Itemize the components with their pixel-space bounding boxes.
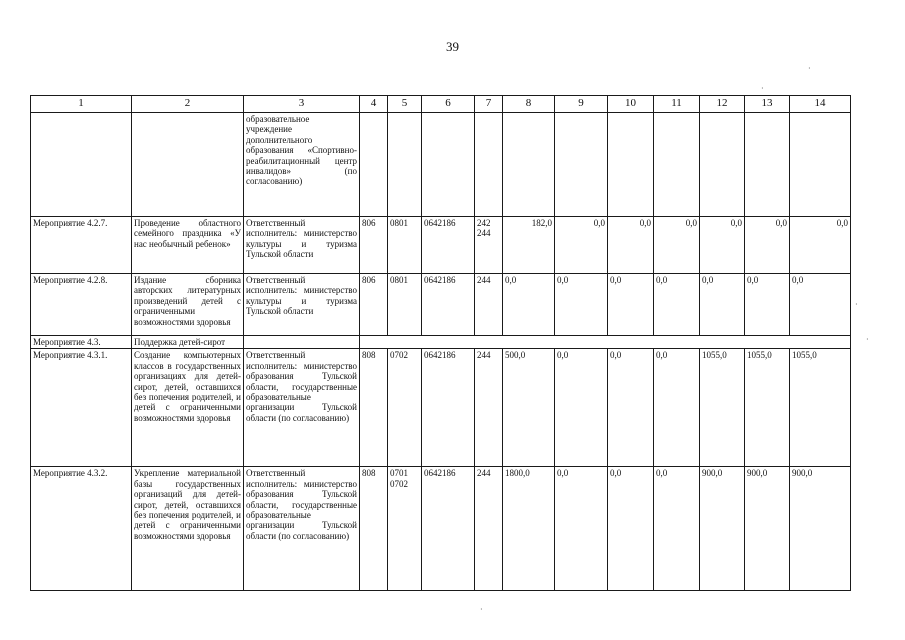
- section-row: [31, 336, 851, 349]
- column-header: 1: [31, 96, 132, 113]
- executor-cell: Ответственный исполнитель: министерство культуры и туризма Тульской области: [244, 274, 360, 336]
- activity-id: Мероприятие 4.3.1.: [31, 349, 132, 467]
- table-cell: [745, 113, 790, 217]
- table-cell: [503, 113, 555, 217]
- executor-cell: образовательное учреждение дополнительного образования «Спортивно-реабилитационный центр инвалидов» (по согласованию): [244, 113, 360, 217]
- column-header: 9: [555, 96, 608, 113]
- cell-c8: 182,0: [503, 217, 555, 274]
- cell-c5: 0701 0702: [388, 467, 422, 591]
- activity-name: Укрепление материальной базы государственных организаций для детей-сирот, детей, оставшихся без попечения родителей, и детей с ограниченными возможностями здоровья: [132, 467, 244, 591]
- activity-name: Создание компьютерных классов в государственных организациях для детей-сирот, детей, оставшихся без попечения родителей, и детей с ограниченными возможностями здоровья: [132, 349, 244, 467]
- cell-c10: 0,0: [608, 217, 654, 274]
- table-row: [31, 217, 851, 274]
- column-header: 5: [388, 96, 422, 113]
- table-cell: [132, 113, 244, 217]
- cell-c5: 0702: [388, 349, 422, 467]
- cell-c11: 0,0: [654, 467, 700, 591]
- table-cell: [360, 113, 388, 217]
- column-header: 12: [700, 96, 745, 113]
- column-header: 10: [608, 96, 654, 113]
- cell-c14: 900,0: [790, 467, 851, 591]
- cell-c5: 0801: [388, 217, 422, 274]
- cell-c14: 1055,0: [790, 349, 851, 467]
- table-cell: [700, 113, 745, 217]
- cell-c8: 0,0: [503, 274, 555, 336]
- cell-c6: 0642186: [422, 349, 475, 467]
- cell-c4: 808: [360, 349, 388, 467]
- cell-c9: 0,0: [555, 274, 608, 336]
- table-cell: [388, 113, 422, 217]
- table-cell: [244, 336, 360, 349]
- executor-cell: Ответственный исполнитель: министерство образования Тульской области, государственные образовательные организации Тульской области (по согласованию): [244, 349, 360, 467]
- column-header: 8: [503, 96, 555, 113]
- program-activities-table: [30, 95, 851, 591]
- table-cell: [555, 113, 608, 217]
- section-id: Мероприятие 4.3.: [31, 336, 132, 349]
- cell-c4: 806: [360, 217, 388, 274]
- cell-c13: 0,0: [745, 217, 790, 274]
- executor-cell: Ответственный исполнитель: министерство культуры и туризма Тульской области: [244, 217, 360, 274]
- cell-c10: 0,0: [608, 274, 654, 336]
- section-title: Поддержка детей-сирот: [132, 336, 244, 349]
- table-row: [31, 467, 851, 591]
- cell-c14: 0,0: [790, 217, 851, 274]
- header-row: [31, 96, 851, 113]
- column-header: 11: [654, 96, 700, 113]
- column-header: 6: [422, 96, 475, 113]
- cell-c9: 0,0: [555, 467, 608, 591]
- cell-c10: 0,0: [608, 349, 654, 467]
- cell-c6: 0642186: [422, 274, 475, 336]
- cell-c8: 1800,0: [503, 467, 555, 591]
- cell-c13: 1055,0: [745, 349, 790, 467]
- table-cell: [360, 336, 851, 349]
- cell-c6: 0642186: [422, 217, 475, 274]
- cell-c12: 0,0: [700, 217, 745, 274]
- cell-c8: 500,0: [503, 349, 555, 467]
- activity-id: Мероприятие 4.3.2.: [31, 467, 132, 591]
- cell-c6: 0642186: [422, 467, 475, 591]
- cell-c11: 0,0: [654, 349, 700, 467]
- column-header: 3: [244, 96, 360, 113]
- cell-c9: 0,0: [555, 349, 608, 467]
- table-cell: [31, 113, 132, 217]
- scan-speck: ·: [866, 335, 869, 344]
- activity-name: Проведение областного семейного праздника «У нас необычный ребенок»: [132, 217, 244, 274]
- table-row-continuation: [31, 113, 851, 217]
- executor-cell: Ответственный исполнитель: министерство образования Тульской области, государственные образовательные организации Тульской области (по согласованию): [244, 467, 360, 591]
- column-header: 4: [360, 96, 388, 113]
- cell-c4: 806: [360, 274, 388, 336]
- page-number: 39: [446, 39, 459, 54]
- scan-speck: ·: [480, 605, 483, 614]
- cell-c14: 0,0: [790, 274, 851, 336]
- cell-c12: 0,0: [700, 274, 745, 336]
- column-header: 2: [132, 96, 244, 113]
- cell-c5: 0801: [388, 274, 422, 336]
- table-row: [31, 274, 851, 336]
- table-cell: [422, 113, 475, 217]
- cell-c12: 1055,0: [700, 349, 745, 467]
- cell-c7: 244: [475, 467, 503, 591]
- table-row: [31, 349, 851, 467]
- cell-c9: 0,0: [555, 217, 608, 274]
- activity-id: Мероприятие 4.2.7.: [31, 217, 132, 274]
- cell-c11: 0,0: [654, 274, 700, 336]
- activity-id: Мероприятие 4.2.8.: [31, 274, 132, 336]
- cell-c13: 900,0: [745, 467, 790, 591]
- table-cell: [654, 113, 700, 217]
- column-header: 7: [475, 96, 503, 113]
- scan-speck: ·: [761, 84, 764, 93]
- column-header: 14: [790, 96, 851, 113]
- cell-c11: 0,0: [654, 217, 700, 274]
- cell-c7: 244: [475, 349, 503, 467]
- column-header: 13: [745, 96, 790, 113]
- cell-c13: 0,0: [745, 274, 790, 336]
- activity-name: Издание сборника авторских литературных произведений детей с ограниченными возможностями здоровья: [132, 274, 244, 336]
- table-cell: [475, 113, 503, 217]
- cell-c7: 244: [475, 274, 503, 336]
- scan-speck: ·: [808, 64, 811, 73]
- table-cell: [790, 113, 851, 217]
- cell-c4: 808: [360, 467, 388, 591]
- scan-speck: ·: [855, 300, 858, 309]
- cell-c10: 0,0: [608, 467, 654, 591]
- cell-c7: 242 244: [475, 217, 503, 274]
- table-cell: [608, 113, 654, 217]
- cell-c12: 900,0: [700, 467, 745, 591]
